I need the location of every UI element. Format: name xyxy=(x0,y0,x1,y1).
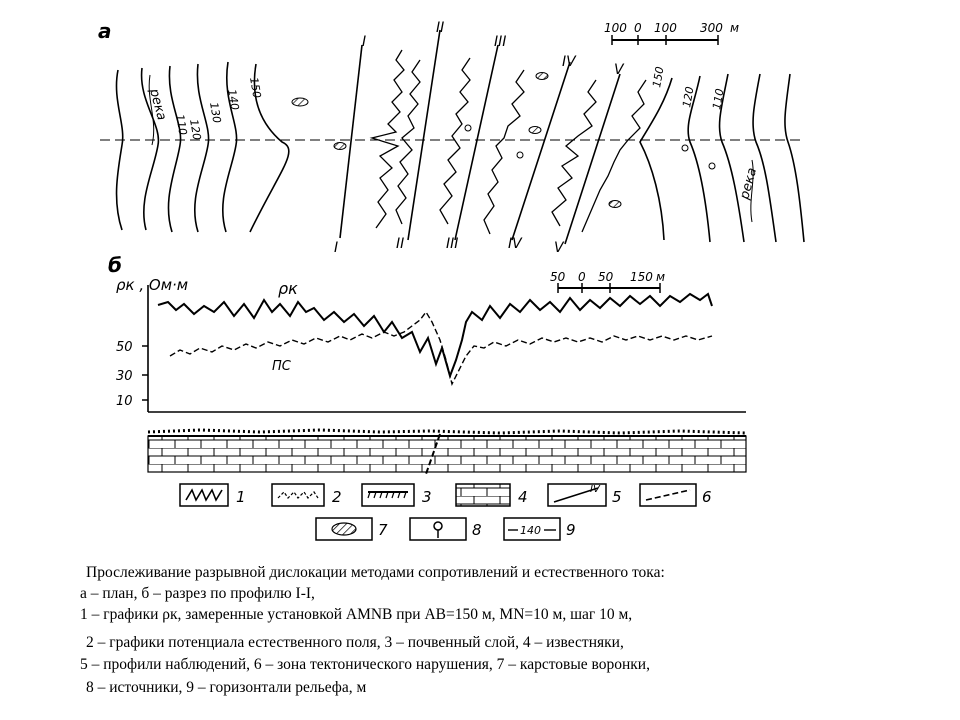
karst-funnel xyxy=(529,127,541,134)
spring-icon xyxy=(709,163,715,169)
legend-item-1 xyxy=(180,484,246,506)
plan-scale-bar xyxy=(604,21,739,45)
river-left-label: река xyxy=(146,87,169,123)
rho-curve xyxy=(158,294,712,376)
legend-num-4: 4 xyxy=(518,488,528,506)
plan-label: а xyxy=(98,19,112,43)
rho-label: ρк xyxy=(278,279,298,298)
contour-label-right-2: 110 xyxy=(710,87,727,111)
legend-num-9: 9 xyxy=(566,521,576,539)
section-view xyxy=(108,253,746,474)
spring-icon xyxy=(434,522,442,530)
legend-item-4 xyxy=(456,484,528,506)
section-label: б xyxy=(108,253,122,277)
legend-num-2: 2 xyxy=(332,488,342,506)
profile-top-2: III xyxy=(494,34,507,50)
plan-scale-tick-2: 100 xyxy=(654,21,677,35)
karst-funnel xyxy=(536,73,548,80)
profile-top-3: IV xyxy=(562,54,576,70)
plan-scale-tick-0: 100 xyxy=(604,21,627,35)
contour-label-left-1: 120 xyxy=(187,118,204,142)
caption-line-3: 1 – графики ρк, замеренные установкой АМNВ при АВ=150 м, МN=10 м, шаг 10 м, xyxy=(80,606,633,623)
legend-num-8: 8 xyxy=(472,521,482,539)
legend-num-7: 7 xyxy=(378,521,388,539)
plan-view xyxy=(98,19,804,256)
section-scale-tick-0: 50 xyxy=(550,270,566,284)
karst-funnel xyxy=(334,143,346,150)
contour-label-left-0: 110 xyxy=(173,113,190,137)
caption-line-2: а – план, б – разрез по профилю I-I, xyxy=(80,585,315,602)
legend-num-5: 5 xyxy=(612,488,622,506)
legend-num-6: 6 xyxy=(702,488,712,506)
limestone-body xyxy=(148,436,746,472)
soil-layer xyxy=(148,430,746,433)
profile-top-0: I xyxy=(362,34,367,50)
contours-left xyxy=(116,62,288,232)
section-scale-tick-3: 150 xyxy=(630,270,653,284)
karst-funnel xyxy=(609,201,621,208)
legend-item-7 xyxy=(316,518,388,540)
section-y-tick-2: 10 xyxy=(116,394,133,409)
spring-icon xyxy=(517,152,523,158)
contour-label-left-2: 130 xyxy=(207,101,224,125)
caption-line-4: 2 – графики потенциала естественного поля, 3 – почвенный слой, 4 – известняки, xyxy=(86,634,624,651)
spring-icon xyxy=(682,145,688,151)
legend xyxy=(180,484,712,540)
caption-line-5: 5 – профили наблюдений, 6 – зона тектонического нарушения, 7 – карстовые воронки, xyxy=(80,656,650,673)
plan-scale-unit: м xyxy=(730,21,740,35)
section-y-tick-1: 30 xyxy=(116,369,133,384)
section-scale-unit: м xyxy=(656,270,666,284)
legend-num-1: 1 xyxy=(236,488,246,506)
spring-icon xyxy=(465,125,471,131)
profile-bottom-3: IV xyxy=(508,236,522,252)
karst-funnel xyxy=(292,98,308,106)
section-y-tick-0: 50 xyxy=(116,340,133,355)
caption-line-1: Прослеживание разрывной дислокации методами сопротивлений и естественного тока: xyxy=(86,564,665,581)
legend-item-3 xyxy=(362,484,432,506)
legend-item-8 xyxy=(410,518,482,540)
section-y-title: ρк , Ом·м xyxy=(116,276,189,294)
legend-item-9 xyxy=(504,518,576,540)
contour-label-right-0: 150 xyxy=(650,65,667,89)
caption-line-6: 8 – источники, 9 – горизонтали рельефа, м xyxy=(86,679,367,696)
profile-bottom-1: II xyxy=(396,236,405,252)
contour-label-right-1: 120 xyxy=(680,85,697,109)
legend-text-5: IV xyxy=(590,484,600,495)
legend-text-9: 140 xyxy=(520,524,541,537)
legend-item-6 xyxy=(640,484,712,506)
ps-label: ПС xyxy=(272,359,291,374)
profile-lines xyxy=(340,30,620,244)
profile-top-4: V xyxy=(614,62,624,78)
profile-bottom-2: III xyxy=(446,236,459,252)
profile-bottom-0: I xyxy=(334,240,339,256)
geologic-section xyxy=(148,430,746,474)
profile-top-1: II xyxy=(436,20,445,36)
section-scale-tick-2: 50 xyxy=(598,270,614,284)
contour-label-left-4: 150 xyxy=(247,76,264,100)
plan-scale-tick-1: 0 xyxy=(634,21,642,35)
contour-label-left-3: 140 xyxy=(225,88,242,112)
profile-bottom-4: V xyxy=(554,240,564,256)
river-right-label: река xyxy=(737,166,761,202)
section-scale-tick-1: 0 xyxy=(578,270,586,284)
legend-num-3: 3 xyxy=(422,488,432,506)
plan-scale-tick-3: 300 xyxy=(700,21,723,35)
legend-item-2 xyxy=(272,484,342,506)
legend-item-5 xyxy=(548,484,622,506)
section-scale-bar xyxy=(550,270,665,293)
